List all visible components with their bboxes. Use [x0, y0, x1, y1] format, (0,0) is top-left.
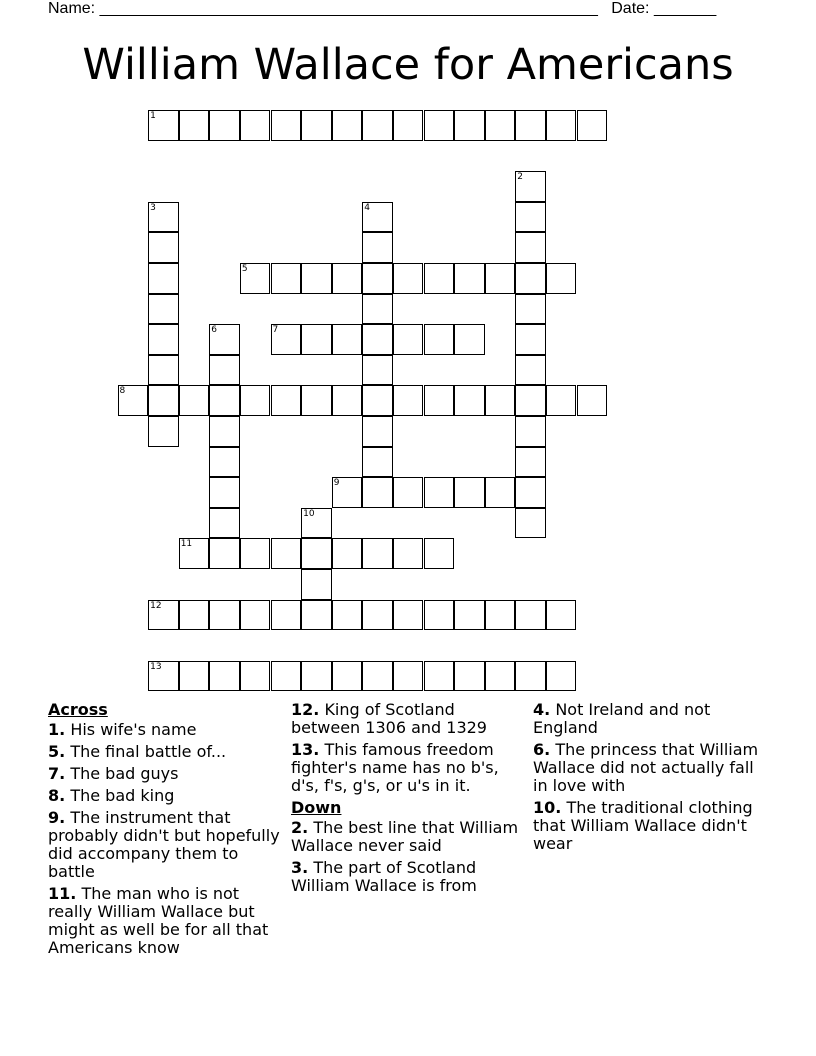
grid-cell[interactable] — [485, 110, 516, 141]
grid-cell[interactable] — [515, 508, 546, 539]
grid-cell[interactable] — [301, 508, 332, 539]
grid-cell[interactable] — [393, 538, 424, 569]
grid-cell[interactable] — [546, 600, 577, 631]
grid-cell[interactable] — [240, 385, 271, 416]
grid-cell[interactable] — [209, 447, 240, 478]
clue-down-10: 10. The traditional clothing that William Wallace didn't wear — [533, 798, 753, 853]
clue-number: 11 — [180, 539, 193, 550]
grid-cell[interactable] — [209, 355, 240, 386]
grid-cell[interactable] — [393, 600, 424, 631]
grid-cell[interactable] — [362, 416, 393, 447]
clue-number: 3 — [150, 202, 156, 213]
grid-cell[interactable] — [454, 385, 485, 416]
clue-across-13: 13. This famous freedom fighter's name has no b's, d's, f's, g's, or u's in it. — [291, 740, 499, 795]
grid-cell[interactable] — [515, 661, 546, 692]
grid-cell[interactable] — [362, 355, 393, 386]
grid-cell[interactable] — [362, 324, 393, 355]
grid-cell[interactable] — [271, 324, 302, 355]
clue-down-3: 3. The part of Scotland William Wallace is from — [291, 858, 477, 895]
grid-cell[interactable] — [362, 263, 393, 294]
grid-cell[interactable] — [515, 110, 546, 141]
grid-cell[interactable] — [546, 263, 577, 294]
name-field[interactable]: ________________________________________________________ — [99, 0, 598, 17]
grid-cell[interactable] — [393, 324, 424, 355]
grid-cell[interactable] — [148, 324, 179, 355]
grid-cell[interactable] — [301, 600, 332, 631]
grid-cell[interactable] — [485, 477, 516, 508]
grid-cell[interactable] — [362, 202, 393, 233]
clue-number: 5 — [241, 264, 248, 274]
grid-cell[interactable] — [515, 294, 546, 325]
grid-cell[interactable] — [515, 477, 546, 508]
grid-cell[interactable] — [393, 477, 424, 508]
grid-cell[interactable] — [240, 110, 271, 141]
grid-cell[interactable] — [362, 661, 393, 692]
grid-cell[interactable] — [332, 385, 363, 416]
grid-cell[interactable] — [240, 263, 271, 294]
grid-cell[interactable] — [362, 110, 393, 141]
grid-cell[interactable] — [485, 263, 516, 294]
grid-cell[interactable] — [362, 385, 393, 416]
down-heading: Down — [291, 798, 342, 817]
grid-cell[interactable] — [546, 110, 577, 141]
grid-cell[interactable] — [424, 263, 455, 294]
grid-cell[interactable] — [454, 477, 485, 508]
page-title: William Wallace for Americans — [82, 40, 734, 90]
clue-down-2: 2. The best line that William Wallace never said — [291, 818, 519, 855]
grid-cell[interactable] — [240, 600, 271, 631]
grid-cell[interactable] — [454, 263, 485, 294]
grid-cell[interactable] — [393, 263, 424, 294]
grid-cell[interactable] — [454, 324, 485, 355]
grid-cell[interactable] — [515, 447, 546, 478]
clue-number: 12 — [150, 600, 162, 611]
clue-down-6: 6. The princess that William Wallace did not actually fall in love with — [533, 740, 759, 795]
grid-cell[interactable] — [301, 324, 332, 355]
grid-cell[interactable] — [332, 661, 363, 692]
clue-number: 13 — [150, 661, 162, 672]
clue-column-3 — [533, 701, 767, 857]
grid-cell[interactable] — [546, 661, 577, 692]
clue-across-12: 12. King of Scotland between 1306 and 1329 — [291, 700, 487, 737]
grid-cell[interactable] — [577, 385, 608, 416]
grid-cell[interactable] — [301, 569, 332, 600]
grid-cell[interactable] — [424, 661, 455, 692]
grid-cell[interactable] — [332, 477, 363, 508]
grid-cell[interactable] — [148, 355, 179, 386]
clue-number: 9 — [333, 478, 340, 489]
grid-cell[interactable] — [332, 263, 363, 294]
grid-cell[interactable] — [546, 385, 577, 416]
clue-across-8: 8. The bad king — [48, 786, 175, 805]
clue-across-1: 1. His wife's name — [48, 720, 197, 739]
clue-across-11: 11. The man who is not really William Wallace but might as well be for all that Americans know — [48, 884, 269, 957]
grid-cell[interactable] — [271, 538, 302, 569]
grid-cell[interactable] — [209, 538, 240, 569]
clue-across-5: 5. The final battle of... — [48, 742, 227, 761]
grid-cell[interactable] — [209, 600, 240, 631]
grid-cell[interactable] — [362, 232, 393, 263]
grid-cell[interactable] — [271, 385, 302, 416]
clue-across-7: 7. The bad guys — [48, 764, 179, 783]
grid-cell[interactable] — [424, 477, 455, 508]
grid-cell[interactable] — [362, 477, 393, 508]
grid-cell[interactable] — [179, 600, 210, 631]
grid-cell[interactable] — [148, 263, 179, 294]
grid-cell[interactable] — [148, 600, 179, 631]
grid-cell[interactable] — [148, 661, 179, 692]
grid-cell[interactable] — [485, 385, 516, 416]
grid-cell[interactable] — [179, 538, 210, 569]
grid-cell[interactable] — [362, 600, 393, 631]
grid-cell[interactable] — [424, 538, 455, 569]
grid-cell[interactable] — [209, 508, 240, 539]
grid-cell[interactable] — [179, 385, 210, 416]
grid-cell[interactable] — [209, 385, 240, 416]
grid-cell[interactable] — [362, 538, 393, 569]
grid-cell[interactable] — [393, 110, 424, 141]
grid-cell[interactable] — [148, 232, 179, 263]
grid-cell[interactable] — [209, 324, 240, 355]
grid-cell[interactable] — [577, 110, 608, 141]
grid-cell[interactable] — [271, 661, 302, 692]
clue-number: 2 — [517, 172, 524, 183]
grid-cell[interactable] — [515, 171, 546, 202]
grid-cell[interactable] — [148, 385, 179, 416]
across-heading: Across — [48, 700, 108, 719]
grid-cell[interactable] — [424, 385, 455, 416]
grid-cell[interactable] — [515, 232, 546, 263]
grid-cell[interactable] — [148, 294, 179, 325]
clue-across-9: 9. The instrument that probably didn't but hopefully did accompany them to battle — [48, 808, 280, 881]
grid-cell[interactable] — [179, 110, 210, 141]
clue-number: 8 — [119, 386, 126, 397]
grid-cell[interactable] — [362, 294, 393, 325]
clue-number: 7 — [272, 325, 279, 336]
grid-cell[interactable] — [148, 202, 179, 233]
grid-cell[interactable] — [485, 600, 516, 631]
clue-number: 10 — [303, 508, 315, 519]
grid-cell[interactable] — [301, 538, 332, 569]
grid-cell[interactable] — [148, 416, 179, 447]
grid-cell[interactable] — [454, 110, 485, 141]
grid-cell[interactable] — [515, 600, 546, 631]
grid-cell[interactable] — [424, 110, 455, 141]
grid-cell[interactable] — [393, 385, 424, 416]
grid-cell[interactable] — [332, 110, 363, 141]
clue-column-1 — [48, 701, 282, 961]
clue-number: 4 — [364, 202, 371, 213]
grid-cell[interactable] — [301, 661, 332, 692]
grid-cell[interactable] — [424, 324, 455, 355]
date-label: Date: — [611, 0, 650, 17]
grid-cell[interactable] — [332, 600, 363, 631]
grid-cell[interactable] — [271, 600, 302, 631]
clue-down-4: 4. Not Ireland and not England — [533, 700, 711, 737]
grid-cell[interactable] — [301, 263, 332, 294]
grid-cell[interactable] — [362, 447, 393, 478]
grid-cell[interactable] — [332, 324, 363, 355]
grid-cell[interactable] — [209, 661, 240, 692]
grid-cell[interactable] — [454, 661, 485, 692]
grid-cell[interactable] — [332, 538, 363, 569]
grid-cell[interactable] — [118, 385, 149, 416]
grid-cell[interactable] — [240, 538, 271, 569]
grid-cell[interactable] — [209, 416, 240, 447]
grid-cell[interactable] — [148, 110, 179, 141]
grid-cell[interactable] — [271, 110, 302, 141]
date-field[interactable]: _______ — [653, 0, 717, 17]
grid-cell[interactable] — [515, 416, 546, 447]
grid-cell[interactable] — [485, 661, 516, 692]
grid-cell[interactable] — [454, 600, 485, 631]
grid-cell[interactable] — [515, 385, 546, 416]
grid-cell[interactable] — [515, 263, 546, 294]
grid-cell[interactable] — [209, 477, 240, 508]
grid-cell[interactable] — [393, 661, 424, 692]
grid-cell[interactable] — [240, 661, 271, 692]
grid-cell[interactable] — [515, 355, 546, 386]
grid-cell[interactable] — [301, 385, 332, 416]
grid-cell[interactable] — [179, 661, 210, 692]
clue-column-2 — [291, 701, 525, 899]
grid-cell[interactable] — [301, 110, 332, 141]
grid-cell[interactable] — [424, 600, 455, 631]
grid-cell[interactable] — [271, 263, 302, 294]
grid-cell[interactable] — [515, 202, 546, 233]
clue-number: 1 — [150, 111, 156, 121]
grid-cell[interactable] — [515, 324, 546, 355]
name-label: Name: — [48, 0, 96, 17]
clue-number: 6 — [211, 325, 218, 336]
grid-cell[interactable] — [209, 110, 240, 141]
